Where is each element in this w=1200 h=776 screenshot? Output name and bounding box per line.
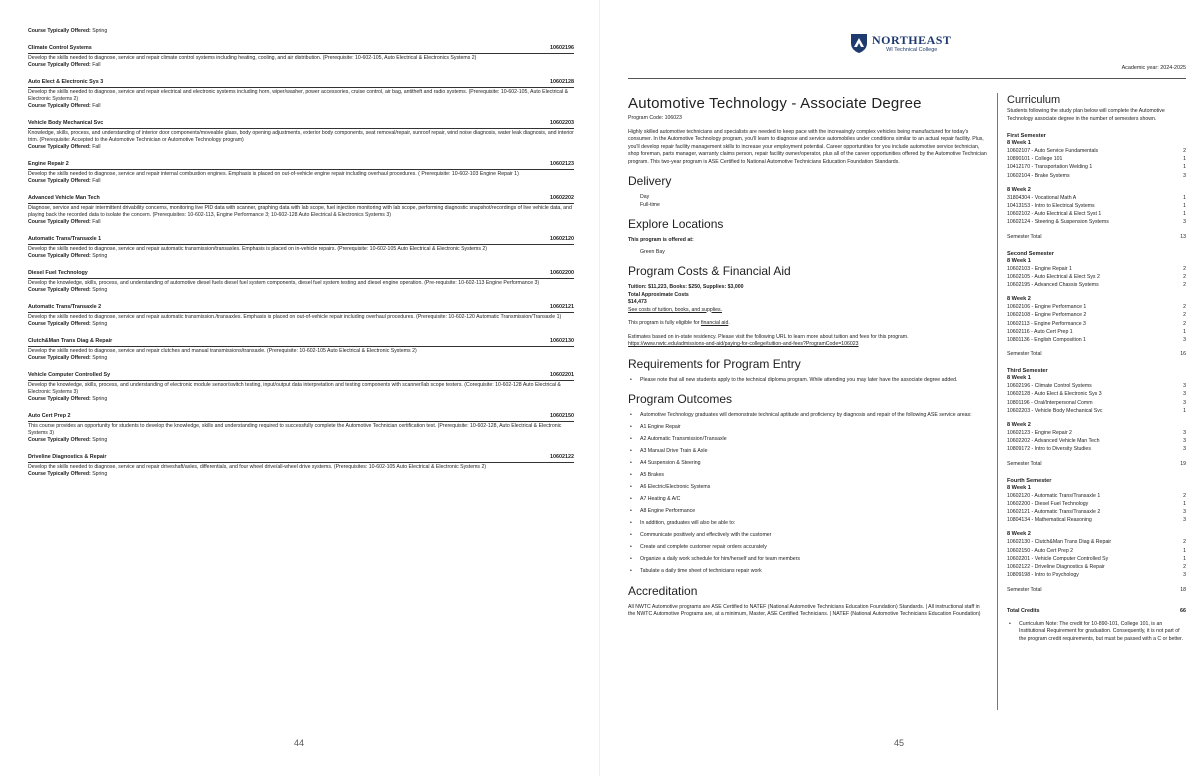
accreditation-heading: Accreditation: [628, 583, 698, 598]
course-title: Driveline Diagnostics & Repair: [28, 454, 107, 460]
curriculum-course-name: 10602201 - Vehicle Computer Controlled Sy: [1007, 555, 1109, 562]
costs-link[interactable]: See costs of tuition, books, and supplies.: [628, 306, 723, 313]
course-offered-line: [28, 396, 574, 403]
semester-title: Third Semester: [1007, 368, 1048, 375]
course-header: [28, 45, 574, 54]
outcome-item: • In addition, graduates will also be able to:: [628, 520, 988, 528]
curriculum-course-row: [1007, 437, 1186, 445]
course-title: Automatic Trans/Transaxle 1: [28, 236, 102, 242]
course-code: 10602123: [550, 161, 574, 167]
course-header: [28, 454, 574, 463]
offered-at-label: This program is offered at:: [628, 237, 694, 243]
course-description: Develop the knowledge, skills, process, and understanding of automotive diesel fuels diesel fuel system components, diesel fuel system testing and diesel engine operation. (Pre-requisite: 10-602-113 Engine Performance 3): [28, 280, 540, 286]
shield-logo-icon: [850, 32, 868, 54]
curriculum-course-credits: 1: [1183, 328, 1186, 335]
course-offered-value: Spring: [92, 253, 108, 259]
curriculum-course-credits: 1: [1183, 211, 1186, 218]
curriculum-course-row: [1007, 508, 1186, 516]
curriculum-course-row: [1007, 303, 1186, 311]
curriculum-course-credits: 2: [1183, 492, 1186, 499]
curriculum-course-row: [1007, 311, 1186, 319]
curriculum-course-row: [1007, 382, 1186, 390]
header-rule: [628, 78, 1186, 79]
financial-aid-line: This program is fully eligible for financial aid.: [628, 320, 730, 326]
curriculum-course-name: 10602130 - Clutch&Man Trans Diag & Repair: [1007, 539, 1112, 546]
curriculum-course-name: 10412170 - Transportation Welding 1: [1007, 164, 1093, 171]
semester-total-row: [1007, 234, 1186, 241]
curriculum-course-credits: 1: [1183, 156, 1186, 163]
course-offered-line: [28, 355, 574, 362]
logo-subtitle: WI Technical College: [886, 46, 938, 53]
course-offered-value: Spring: [92, 321, 108, 327]
course-offered-label: Course Typically Offered:: [28, 103, 91, 109]
curriculum-course-name: 10602104 - Brake Systems: [1007, 172, 1070, 179]
program-code: Program Code: 106023: [628, 115, 682, 121]
week-block: [1007, 422, 1186, 454]
curriculum-course-credits: 1: [1183, 500, 1186, 507]
requirement-item: • Please note that all new students apply to the technical diploma program. While attending you may later have the associate degree added.: [628, 377, 988, 385]
curriculum-course-row: [1007, 265, 1186, 273]
course-header: [28, 120, 574, 129]
course-offered-line: [28, 253, 574, 260]
outcome-item: • A5 Brakes: [628, 472, 988, 480]
curriculum-course-credits: 1: [1183, 555, 1186, 562]
page-number-left: 44: [294, 738, 305, 748]
course-header: [28, 372, 574, 381]
course-description: Develop the skills needed to diagnose, service and repair clutches and manual transmissions/transaxle. (Prerequisite: 10-602-105 Auto Electrical & Electronic Systems 2): [28, 348, 417, 354]
course-offered-value: Spring: [92, 287, 108, 293]
course-offered-label: Course Typically Offered:: [28, 287, 91, 293]
course-header: [28, 270, 574, 279]
semester-total-row: [1007, 461, 1186, 468]
location-item: Green Bay: [640, 248, 665, 255]
semester-total-row: [1007, 587, 1186, 594]
outcomes-list: [628, 412, 988, 576]
week-title: 8 Week 1: [1007, 140, 1031, 146]
course-description: This course provides an opportunity for students to develop the knowledge, skills and understanding required to successfully complete the Automotive Technician certification test. (Prerequisite: 10-602-128, Auto Electrical & Electronic Systems 3): [28, 423, 562, 436]
course-offered-line: [28, 103, 574, 110]
course-offered-label: Course Typically Offered:: [28, 253, 91, 259]
course-title: Diesel Fuel Technology: [28, 270, 88, 276]
curriculum-course-name: 10801136 - English Composition 1: [1007, 337, 1086, 344]
financial-aid-link[interactable]: financial aid: [700, 320, 729, 326]
curriculum-course-name: 10602195 - Advanced Chassis Systems: [1007, 282, 1099, 289]
semester-title: Second Semester: [1007, 250, 1054, 257]
curriculum-course-row: [1007, 563, 1186, 571]
locations-heading: Explore Locations: [628, 217, 724, 231]
delivery-item: Full-time: [640, 201, 660, 208]
week-title: 8 Week 1: [1007, 484, 1031, 491]
course-code: 10602150: [550, 413, 574, 419]
week-block: [1007, 485, 1186, 525]
curriculum-course-credits: 3: [1183, 509, 1186, 516]
page-number-right: 45: [894, 738, 905, 748]
curriculum-course-row: [1007, 155, 1186, 163]
course-title: Engine Repair 2: [28, 161, 69, 167]
week-block: [1007, 531, 1186, 579]
curriculum-course-row: [1007, 555, 1186, 563]
outcomes-heading: Program Outcomes: [628, 392, 733, 406]
course-offered-label: Course Typically Offered:: [28, 471, 91, 477]
semester-total-value: 16: [1180, 351, 1186, 358]
curriculum-course-row: [1007, 516, 1186, 524]
curriculum-course-credits: 2: [1183, 304, 1186, 311]
curriculum-course-row: [1007, 429, 1186, 437]
curriculum-course-row: [1007, 492, 1186, 500]
curriculum-course-credits: 1: [1183, 547, 1186, 554]
course-header: [28, 413, 574, 422]
course-offered-line: [28, 144, 574, 151]
course-title: Auto Cert Prep 2: [28, 413, 71, 419]
week-title: 8 Week 1: [1007, 375, 1031, 382]
outcome-item: • A8 Engine Performance: [628, 508, 988, 516]
curriculum-course-row: [1007, 163, 1186, 171]
course-offered-line: [28, 287, 574, 294]
semester-total-label: Semester Total: [1007, 351, 1042, 358]
outcome-item: • A2 Automatic Transmission/Transaxle: [628, 436, 988, 444]
course-offered-value: Fall: [92, 219, 101, 225]
week-title: 8 Week 2: [1007, 531, 1031, 538]
course-offered-label: Course Typically Offered:: [28, 321, 91, 327]
curriculum-course-name: 10602108 - Engine Performance 2: [1007, 312, 1087, 319]
page-title: Automotive Technology - Associate Degree: [628, 95, 922, 112]
semester-total-label: Semester Total: [1007, 586, 1042, 593]
outcome-item: • A7 Heating & A/C: [628, 496, 988, 504]
course-offered-line: [28, 219, 574, 226]
course-title: Vehicle Body Mechanical Svc: [28, 120, 104, 126]
week-block: [1007, 296, 1186, 344]
curriculum-course-name: 10809172 - Intro to Diversity Studies: [1007, 446, 1091, 453]
tuition-line: Tuition: $11,223, Books: $250, Supplies: $3,000: [628, 284, 744, 290]
curriculum-course-name: 10602122 - Driveline Diagnostics & Repair: [1007, 564, 1105, 571]
delivery-item: Day: [640, 194, 650, 200]
week-block: [1007, 187, 1186, 227]
course-entry: [28, 338, 574, 362]
semester-total-value: 19: [1180, 460, 1186, 467]
course-description: Develop the skills needed to diagnose, service and repair automatic transmission./transaxles. Emphasis is placed on out-of-vehicle repair including overhaul procedures. (Prerequisite: 10-602-120 Automatic Transmission/Transaxle 1): [28, 314, 562, 320]
course-offered-line: [28, 471, 574, 478]
course-description: Knowledge, skills, process, and understanding of interior door components/moveable glass, body opening adjustments, exterior body components, seat removal/repair, sunroof repair, wind noise diagnosis, water leak diagnosis, and interior trim. (Prerequisite: Accepted to the Automotive Technician or Automotive Technology program): [28, 130, 574, 143]
week-title: 8 Week 2: [1007, 296, 1031, 303]
tuition-url-link[interactable]: https://www.nwtc.edu/admissions-and-aid/paying-for-college/tuition-and-fees?ProgramCode=106023: [628, 341, 859, 347]
course-code: 10602130: [550, 338, 574, 344]
delivery-heading: Delivery: [628, 174, 672, 188]
academic-year: Academic year: 2024-2025: [1121, 65, 1186, 71]
requirements-heading: Requirements for Program Entry: [628, 356, 801, 371]
week-block: [1007, 140, 1186, 180]
course-title: Clutch&Man Trans Diag & Repair: [28, 338, 113, 344]
curriculum-course-name: 10602203 - Vehicle Body Mechanical Svc: [1007, 407, 1103, 414]
course-offered-line: [28, 437, 574, 444]
curriculum-course-name: 10602150 - Auto Cert Prep 2: [1007, 547, 1074, 554]
curriculum-course-name: 10602121 - Automatic Trans/Transaxle 2: [1007, 509, 1101, 516]
course-description: Develop the knowledge, skills, process, and understanding of electronic module sensor/switch testing, input/output data interpretation and testing components with scanner/lab scope testers. (Corequisite: 10-602-128 Auto Electrical & Electronic Systems 3): [28, 382, 561, 395]
outcome-item: • A3 Manual Drive Train & Axle: [628, 448, 988, 456]
curriculum-course-name: 10602124 - Steering & Suspension Systems: [1007, 219, 1109, 226]
outcome-item: • Tabulate a daily time sheet of technicians repair work: [628, 568, 988, 576]
curriculum-course-row: [1007, 336, 1186, 344]
course-code: 10602120: [550, 236, 574, 242]
week-title: 8 Week 2: [1007, 186, 1031, 193]
course-offered-value: Spring: [92, 396, 108, 402]
semester-total-label: Semester Total: [1007, 233, 1042, 240]
course-entry: [28, 454, 574, 478]
course-header: [28, 195, 574, 204]
curriculum-course-row: [1007, 194, 1186, 202]
curriculum-course-credits: 1: [1183, 203, 1186, 210]
outcome-item: • A4 Suspension & Steering: [628, 460, 988, 468]
curriculum-course-row: [1007, 328, 1186, 336]
curriculum-course-name: 10602103 - Engine Repair 1: [1007, 265, 1072, 272]
week-block: [1007, 375, 1186, 415]
curriculum-course-row: [1007, 218, 1186, 226]
total-costs-label: Total Approximate Costs: [628, 291, 689, 298]
curriculum-course-name: 10602116 - Auto Cert Prep 1: [1007, 328, 1073, 335]
course-code: 10602200: [550, 270, 574, 276]
curriculum-course-credits: 2: [1183, 273, 1186, 280]
curriculum-course-name: 10602105 - Auto Electrical & Elect Sys 2: [1007, 273, 1100, 280]
course-title: Climate Control Systems: [28, 45, 92, 51]
curriculum-note-list: [1007, 621, 1186, 644]
curriculum-course-row: [1007, 273, 1186, 281]
course-offered-value: Fall: [92, 103, 101, 109]
course-description: Develop the skills needed to diagnose, service and repair automatic transmission/transaxles. Emphasis is placed on in-vehicle repairs. (Prerequisite: 10-602-105 Auto Electrical & Electronic Systems 2): [28, 246, 488, 252]
week-title: 8 Week 1: [1007, 257, 1031, 264]
college-logo: [850, 32, 951, 54]
course-entry: [28, 304, 574, 328]
course-title: Vehicle Computer Controlled Sy: [28, 372, 111, 378]
curriculum-course-row: [1007, 445, 1186, 453]
outcome-item: • Communicate positively and effectively with the customer: [628, 532, 988, 540]
curriculum-course-name: 10602120 - Automatic Trans/Transaxle 1: [1007, 492, 1101, 499]
course-entry: [28, 120, 574, 151]
curriculum-course-name: 31804304 - Vocational Math A: [1007, 194, 1077, 201]
curriculum-course-credits: 3: [1183, 572, 1186, 579]
estimate-note: Estimates based on in-state residency. Please visit the following URL to learn more about tuition and fees for this program.: [628, 333, 909, 340]
semester-total-value: 18: [1180, 586, 1186, 593]
course-offered-value: Spring: [92, 355, 108, 361]
course-offered-label: Course Typically Offered:: [28, 144, 91, 150]
curriculum-course-row: [1007, 399, 1186, 407]
course-entries: [28, 45, 574, 478]
accreditation-text: All NWTC Automotive programs are ASE Certified to NATEF (National Automotive Technicians Education Foundation) Standards. | All instructional staff in the NWTC Automotive Programs are, at a minimum, Master, ASE Certified Technicians. | NATEF (National Automotive Technicians Education Foundation): [628, 603, 981, 617]
curriculum-course-name: 10602200 - Diesel Fuel Technology: [1007, 500, 1089, 507]
course-entry: [28, 372, 574, 403]
costs-heading: Program Costs & Financial Aid: [628, 264, 791, 278]
course-code: 10602122: [550, 454, 574, 460]
semester-block: [1007, 478, 1186, 594]
curriculum-course-credits: 2: [1183, 312, 1186, 319]
course-code: 10602121: [550, 304, 574, 310]
curriculum-intro: Students following the study plan below will complete the Automotive Technology associate degree in the number of semesters shown.: [1007, 108, 1165, 122]
curriculum-course-credits: 2: [1183, 564, 1186, 571]
semester-block: [1007, 251, 1186, 359]
semester-block: [1007, 368, 1186, 467]
course-description: Develop the skills needed to diagnose, service and repair electrical and electronic systems including horn, wiper/washer, power accessories, cruise control, air bag, antitheft and radio systems. (Prerequisite: 10-602-105, Auto Electrical & Electronic Systems 2): [28, 89, 569, 102]
curriculum-course-credits: 3: [1183, 172, 1186, 179]
semester-list: [1007, 133, 1186, 594]
total-costs-value: $14,473: [628, 299, 647, 305]
course-offered-label: Course Typically Offered:: [28, 396, 91, 402]
curriculum-course-row: [1007, 172, 1186, 180]
total-credits-row: Total Credits 66: [1007, 607, 1186, 614]
course-offered-value: Spring: [92, 471, 108, 477]
curriculum-course-name: 10602107 - Auto Service Fundamentals: [1007, 148, 1099, 154]
curriculum-course-credits: 3: [1183, 430, 1186, 437]
course-offered-line: [28, 321, 574, 328]
semester-title: First Semester: [1007, 133, 1046, 139]
curriculum-course-credits: 3: [1183, 399, 1186, 406]
program-main-column: [628, 95, 988, 619]
course-description: Develop the skills needed to diagnose, service and repair internal combustion engines. Emphasis is placed on out-of-vehicle engine repair including overhaul procedures. ( Prerequisite: 10-602-103 Engine Repair 1): [28, 171, 519, 177]
course-title: Automatic Trans/Transaxle 2: [28, 304, 102, 310]
outcome-item: • A1 Engine Repair: [628, 424, 988, 432]
course-header: [28, 161, 574, 170]
curriculum-course-credits: 3: [1183, 219, 1186, 226]
course-header: [28, 304, 574, 313]
right-page: [600, 0, 1200, 776]
course-entry: [28, 413, 574, 444]
semester-block: [1007, 133, 1186, 241]
curriculum-course-row: [1007, 390, 1186, 398]
curriculum-course-credits: 3: [1183, 383, 1186, 390]
curriculum-course-row: [1007, 407, 1186, 415]
semester-title: Fourth Semester: [1007, 477, 1052, 484]
requirements-list: [628, 377, 988, 385]
curriculum-course-credits: 2: [1183, 320, 1186, 327]
curriculum-course-credits: 2: [1183, 282, 1186, 289]
curriculum-course-credits: 3: [1183, 391, 1186, 398]
course-offered-value: Fall: [92, 62, 101, 68]
course-offered-value: Fall: [92, 144, 101, 150]
course-offered-label: Course Typically Offered:: [28, 178, 91, 184]
course-code: 10602201: [550, 372, 574, 378]
curriculum-course-credits: 3: [1183, 446, 1186, 453]
course-offered-line: [28, 62, 574, 69]
course-entry: [28, 45, 574, 69]
course-offered-label: Course Typically Offered:: [28, 62, 91, 68]
week-block: [1007, 258, 1186, 290]
course-offered-label: Course Typically Offered:: [28, 437, 91, 443]
curriculum-course-row: [1007, 571, 1186, 579]
curriculum-note: • Curriculum Note: The credit for 10-890-101, College 101, is an Institutional Requirement for graduation. Consequently, it is not part of the program credit requirements, but must be passed with a C or better.: [1007, 621, 1186, 644]
curriculum-course-name: 10801196 - Oral/Interpersonal Comm: [1007, 399, 1093, 406]
outcome-item: • Automotive Technology graduates will demonstrate technical aptitude and proficiency by diagnosis and repair of the following ASE service areas:: [628, 412, 988, 420]
curriculum-course-row: [1007, 281, 1186, 289]
curriculum-course-name: 10602202 - Advanced Vehicle Man Tech: [1007, 438, 1100, 445]
curriculum-course-name: 10602128 - Auto Elect & Electronic Sys 3: [1007, 391, 1102, 398]
course-entry: [28, 195, 574, 226]
course-entry: [28, 236, 574, 260]
outcome-item: • A6 Electric/Electronic Systems: [628, 484, 988, 492]
course-description: Develop the skills needed to diagnose, service and repair climate control systems including heating, cooling, and air distribution. (Prerequisite: 10-602-105, Auto Electrical & Electronics Systems 2): [28, 55, 477, 61]
curriculum-course-name: 10602106 - Engine Performance 1: [1007, 304, 1087, 311]
course-header: [28, 338, 574, 347]
curriculum-course-row: [1007, 547, 1186, 555]
course-title: Auto Elect & Electronic Sys 3: [28, 79, 104, 85]
curriculum-course-name: 10602102 - Auto Electrical & Elect Syst 1: [1007, 211, 1102, 218]
semester-total-label: Semester Total: [1007, 460, 1042, 467]
course-offered-label: Course Typically Offered:: [28, 219, 91, 225]
course-description: Diagnose, service and repair intermittent drivability concerns, monitoring live PID data with scanner, graphing data with lab scope, fuel injection monitoring with lab scope, performing diagnostic snapshot/recordings of live vehicle data, and playing back the recorded data to isolate the concern. (Prerequisites: 10-602-113, Engine Performance 3; 10-602-128 Auto Electrical & Electronics Systems 3): [28, 205, 572, 218]
curriculum-course-row: [1007, 320, 1186, 328]
curriculum-course-name: 10890101 - College 101: [1007, 156, 1063, 163]
course-header: [28, 236, 574, 245]
semester-total-value: 13: [1180, 233, 1186, 240]
course-list: [28, 28, 574, 478]
course-entry: [28, 79, 574, 110]
logo-name: NORTHEAST: [872, 32, 952, 47]
semester-total-row: [1007, 351, 1186, 358]
program-intro: Highly skilled automotive technicians and specialists are needed to keep pace with the increasingly complex vehicles being manufactured for today's consumer. In the Automotive Technology program, you'll learn to diagnose and service automobiles under conditions similar to an actual repair facility. Plus, you'll develop repair facility management skills to increase your employment potential. Career opportunities for you include automotive service technician, shop foreman, parts manager, warranty claims person, repair facility owner/operator, plus all of the career opportunities offered by the Automotive Technician program. This two-year program is ASE Certified to National Automotive Technicians Education Foundation Standards.: [628, 128, 987, 165]
course-offered-value: Fall: [92, 178, 101, 184]
course-header: [28, 79, 574, 88]
course-code: 10602203: [550, 120, 574, 126]
course-offered-line: [28, 178, 574, 185]
course-offered-value: Spring: [92, 437, 108, 443]
curriculum-course-credits: 1: [1183, 194, 1186, 201]
curriculum-course-credits: 3: [1183, 517, 1186, 524]
curriculum-heading: Curriculum: [1007, 94, 1061, 106]
course-title: Advanced Vehicle Man Tech: [28, 195, 100, 201]
curriculum-course-credits: 2: [1183, 265, 1186, 272]
curriculum-course-credits: 3: [1183, 438, 1186, 445]
curriculum-course-name: 10602113 - Engine Performance 3: [1007, 320, 1086, 327]
course-entry: [28, 161, 574, 185]
course-code: 10602196: [550, 45, 574, 51]
outcome-item: • Organize a daily work schedule for him/herself and for team members: [628, 556, 988, 564]
curriculum-course-credits: 2: [1183, 148, 1186, 154]
course-code: 10602202: [550, 195, 574, 201]
curriculum-course-row: [1007, 202, 1186, 210]
curriculum-course-name: 10413153 - Intro to Electrical Systems: [1007, 203, 1095, 210]
curriculum-course-name: 10804134 - Mathematical Reasoning: [1007, 517, 1092, 524]
curriculum-course-credits: 3: [1183, 337, 1186, 344]
course-description: Develop the skills needed to diagnose, service and repair driveshaft/axles, differentials, and four wheel drive/all-wheel drive systems. (Prerequisites: 10-602-105 Auto Electrical & Electronic Systems 2): [28, 464, 487, 470]
outcome-item: • Create and complete customer repair orders accurately: [628, 544, 988, 552]
curriculum-course-credits: 2: [1183, 539, 1186, 546]
course-offered-label: Course Typically Offered:: [28, 355, 91, 361]
curriculum-course-row: [1007, 500, 1186, 508]
curriculum-course-row: [1007, 147, 1186, 155]
curriculum-course-name: 10809198 - Intro to Psychology: [1007, 572, 1079, 579]
curriculum-course-row: [1007, 210, 1186, 218]
curriculum-course-name: 10602196 - Climate Control Systems: [1007, 383, 1092, 390]
course-entry: [28, 270, 574, 294]
curriculum-column: [997, 93, 1186, 710]
curriculum-course-row: [1007, 538, 1186, 546]
course-code: 10602128: [550, 79, 574, 85]
week-title: 8 Week 2: [1007, 422, 1031, 429]
curriculum-course-name: 10602123 - Engine Repair 2: [1007, 430, 1072, 437]
curriculum-course-credits: 1: [1183, 407, 1186, 414]
curriculum-course-credits: 1: [1183, 164, 1186, 171]
course-offered-line: Course Typically Offered: Spring: [28, 28, 108, 34]
